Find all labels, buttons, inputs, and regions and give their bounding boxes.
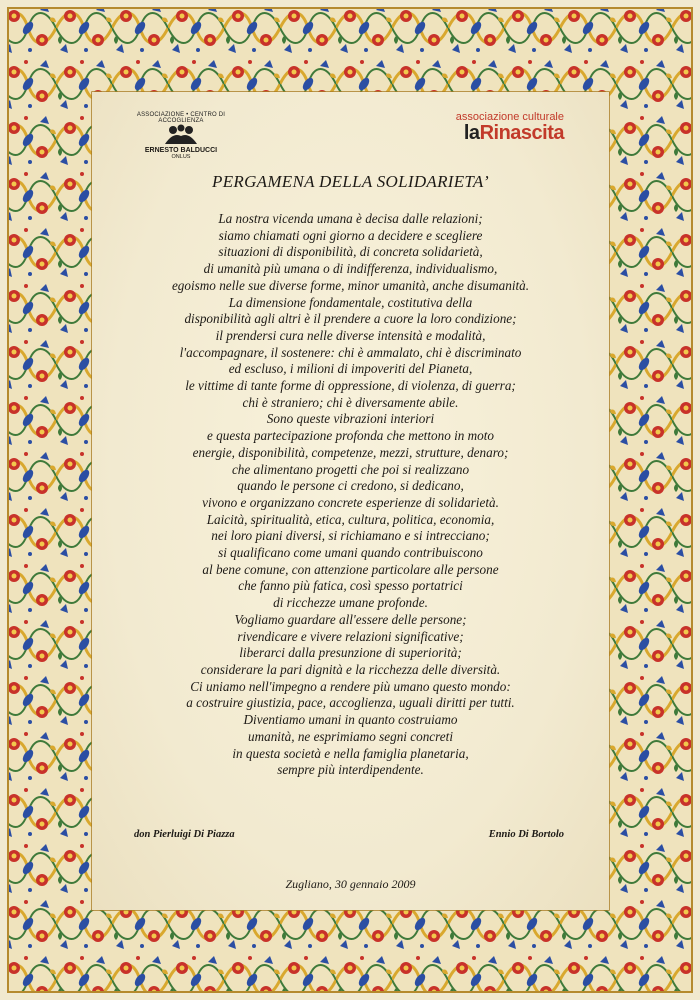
text-line: nei loro piani diversi, si richiamano e si intrecciano;	[211, 528, 490, 544]
rinascita-logo	[456, 112, 564, 143]
text-line: in questa società e nella famiglia planetaria,	[232, 745, 469, 761]
text-line: sempre più interdipendente.	[277, 762, 424, 778]
text-line: l'accompagnare, il sostenere: chi è ammalato, chi è discriminato	[179, 344, 522, 360]
logo-prefix: la	[463, 122, 480, 144]
text-line: che fanno più fatica, così spesso portatrici	[238, 578, 463, 594]
text-line: Sono queste vibrazioni interiori	[266, 411, 435, 427]
text-line: umanità, ne esprimiamo segni concreti	[248, 728, 453, 744]
text-line: considerare la pari dignità e la ricchezza delle diversità.	[200, 661, 501, 677]
text-line: Vogliamo guardare all'essere delle persone;	[234, 611, 467, 627]
text-line: La nostra vicenda umana è decisa dalle relazioni;	[218, 211, 483, 226]
text-line: di umanità più umana o di indifferenza, individualismo,	[203, 261, 498, 277]
text-line: Laicità, spiritualità, etica, cultura, politica, economia,	[206, 511, 495, 527]
certificate-content	[92, 92, 609, 910]
text-line: le vittime di tante forme di oppressione, di violenza, di guerra;	[185, 378, 516, 394]
text-line: egoismo nelle sue diverse forme, minor umanità, anche disumanità.	[171, 277, 530, 293]
certificate-text	[92, 211, 609, 779]
text-line: si qualificano come umani quando contribuiscono	[218, 545, 483, 561]
logo-subtitle: associazione culturale	[455, 111, 564, 123]
text-line: Ci uniamo nell'impegno a rendere più umano questo mondo:	[190, 678, 511, 694]
people-icon	[161, 124, 201, 146]
logo-name-rinascita: Rinascita	[479, 122, 564, 144]
text-line: Diventiamo umani in quanto costruiamo	[243, 712, 458, 728]
signature-right: Ennio Di Bortolo	[488, 829, 564, 840]
text-line: siamo chiamati ogni giorno a decidere e scegliere	[218, 227, 483, 243]
text-line: situazioni di disponibilità, di concreta solidarietà,	[218, 244, 483, 260]
certificate-title: PERGAMENA DELLA SOLIDARIETA’	[212, 172, 489, 191]
logo-arc-text: ASSOCIAZIONE • CENTRO DI ACCOGLIENZA	[136, 112, 226, 124]
signature-left: don Pierluigi Di Piazza	[134, 829, 235, 840]
text-line: a costruire giustizia, pace, accoglienza, uguali diritti per tutti.	[186, 695, 515, 711]
logo-name: ERNESTO BALDUCCI	[144, 147, 218, 154]
text-line: disponibilità agli altri è il prendere a cuore la loro condizione;	[184, 311, 517, 327]
text-line: energie, disponibilità, competenze, mezzi, strutture, denaro;	[192, 444, 509, 460]
text-line: La dimensione fondamentale, costitutiva della	[228, 294, 473, 310]
text-line: vivono e organizzano concrete esperienze di solidarietà.	[202, 494, 499, 510]
text-line: di ricchezze umane profonde.	[273, 595, 428, 611]
text-line: ed escluso, i milioni di impoveriti del Pianeta,	[228, 361, 473, 377]
place-and-date: Zugliano, 30 gennaio 2009	[285, 877, 416, 891]
logo-suffix: ONLUS	[171, 154, 191, 160]
text-line: e questa partecipazione profonda che mettono in moto	[206, 428, 495, 444]
text-line: liberarci dalla presunzione di superiorità;	[239, 645, 462, 661]
logo-wordmark	[456, 123, 564, 143]
text-line: il prendersi cura nelle diverse intensità e modalità,	[215, 327, 486, 343]
text-line: al bene comune, con attenzione particolare alle persone	[202, 561, 499, 577]
text-line: quando le persone ci credono, si dedicano,	[237, 478, 464, 494]
text-line: chi è straniero; chi è diversamente abile.	[242, 394, 459, 410]
text-line: rivendicare e vivere relazioni significative;	[237, 628, 464, 644]
text-line: che alimentano progetti che poi si realizzano	[231, 461, 470, 477]
